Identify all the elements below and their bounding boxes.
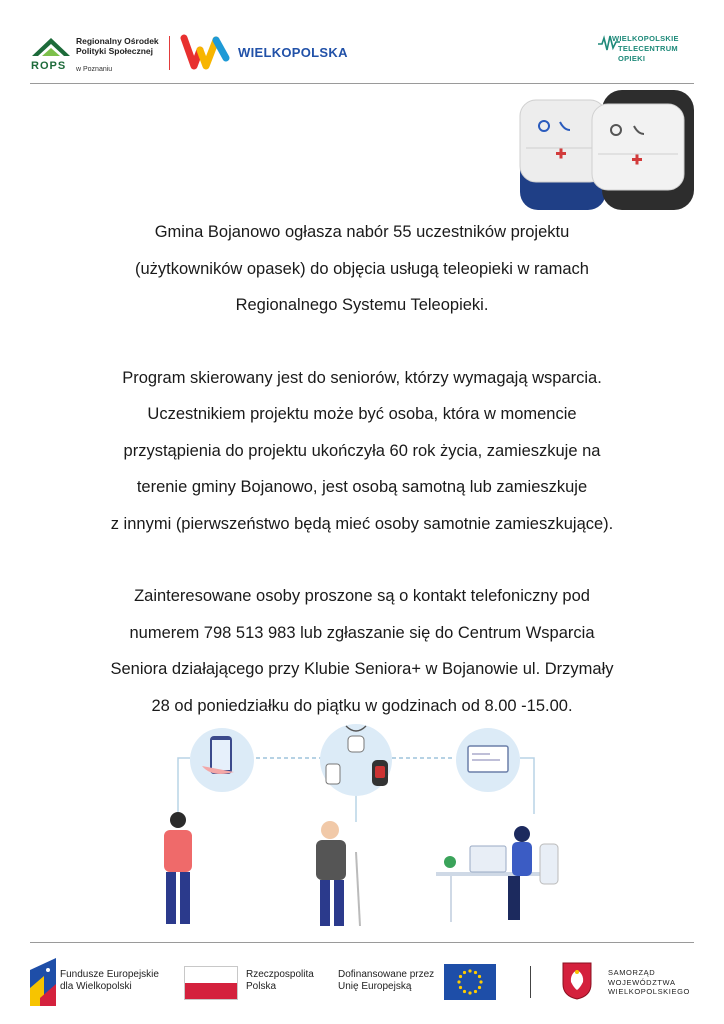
eu-cofunding-label	[338, 969, 434, 993]
text-line: (użytkowników opasek) do objęcia usługą teleopieki w ramach	[135, 259, 589, 278]
text-line: z innymi (pierwszeństwo będą mieć osoby samotnie zamieszkujące).	[110, 514, 614, 533]
eu-line1: Dofinansowane przez	[338, 969, 435, 980]
footer-divider	[530, 966, 531, 998]
european-funds-label	[60, 969, 159, 993]
paragraph-contact	[60, 578, 664, 724]
regional-line1: SAMORZĄD	[608, 968, 656, 977]
paragraph-eligibility	[60, 360, 664, 543]
teleopieka-wristbands-icon	[516, 86, 700, 222]
wto-line2: TELECENTRUM	[618, 44, 678, 53]
wielkopolska-coat-of-arms-icon	[562, 962, 592, 1000]
european-funds-line1: Fundusze Europejskie	[60, 969, 159, 980]
rops-acronym: ROPS	[31, 60, 67, 72]
text-line: przystąpienia do projektu ukończyła 60 rok życia, zamieszkuje na	[123, 441, 601, 460]
rops-logo	[30, 32, 170, 76]
poland-line2: Polska	[246, 981, 277, 992]
eu-line2: Unię Europejską	[338, 981, 412, 992]
wto-logo	[598, 30, 694, 74]
rops-name	[76, 36, 159, 56]
rops-city: w Poznaniu	[76, 66, 113, 73]
text-line: Program skierowany jest do seniorów, którzy wymagają wsparcia.	[122, 368, 602, 387]
wto-line1: WIELKOPOLSKIE	[612, 34, 679, 43]
eu-flag-icon	[444, 964, 496, 1000]
text-line: terenie gminy Bojanowo, jest osobą samotną lub zamieszkuje	[136, 478, 588, 496]
footer-logos	[30, 954, 694, 1010]
header-rule	[30, 83, 694, 84]
wielkopolska-w-logo-icon	[180, 30, 232, 74]
teleopieka-system-illustration-icon	[150, 722, 570, 934]
text-line: Uczestnikiem projektu może być osoba, która w momencie	[147, 405, 577, 423]
footer-rule	[30, 942, 694, 943]
rops-name-line1: Regionalny Ośrodek	[76, 36, 159, 46]
regional-line2: WOJEWÓDZTWA	[608, 977, 676, 987]
text-line: Gmina Bojanowo ogłasza nabór 55 uczestników projektu	[154, 223, 570, 241]
european-funds-line2: dla Wielkopolski	[60, 981, 132, 992]
text-line: Seniora działającego przy Klubie Seniora+ w Bojanowie ul. Drzymały	[110, 660, 614, 678]
regional-government-label	[608, 968, 690, 997]
text-line: numerem 798 513 983 lub zgłaszanie się do Centrum Wsparcia	[129, 623, 595, 642]
regional-line3: WIELKOPOLSKIEGO	[608, 987, 690, 996]
wielkopolska-logo	[180, 30, 348, 76]
poland-line1: Rzeczpospolita	[246, 969, 314, 980]
announcement-text	[60, 214, 664, 760]
wto-line3: OPIEKI	[618, 54, 646, 63]
polish-flag-icon	[184, 966, 238, 1000]
poland-label	[246, 969, 314, 993]
european-funds-logo-icon	[30, 958, 56, 1006]
rops-name-line2: Polityki Społecznej	[76, 46, 153, 56]
text-line: 28 od poniedziałku do piątku w godzinach od 8.00 -15.00.	[151, 696, 573, 715]
text-line: Regionalnego Systemu Teleopieki.	[235, 296, 489, 314]
paragraph-intro	[60, 214, 664, 324]
header-divider	[169, 36, 170, 70]
header	[30, 28, 694, 84]
wto-name	[612, 34, 679, 64]
wielkopolska-name: WIELKOPOLSKA	[238, 45, 348, 60]
text-line: Zainteresowane osoby proszone są o kontakt telefoniczny pod	[134, 587, 590, 605]
